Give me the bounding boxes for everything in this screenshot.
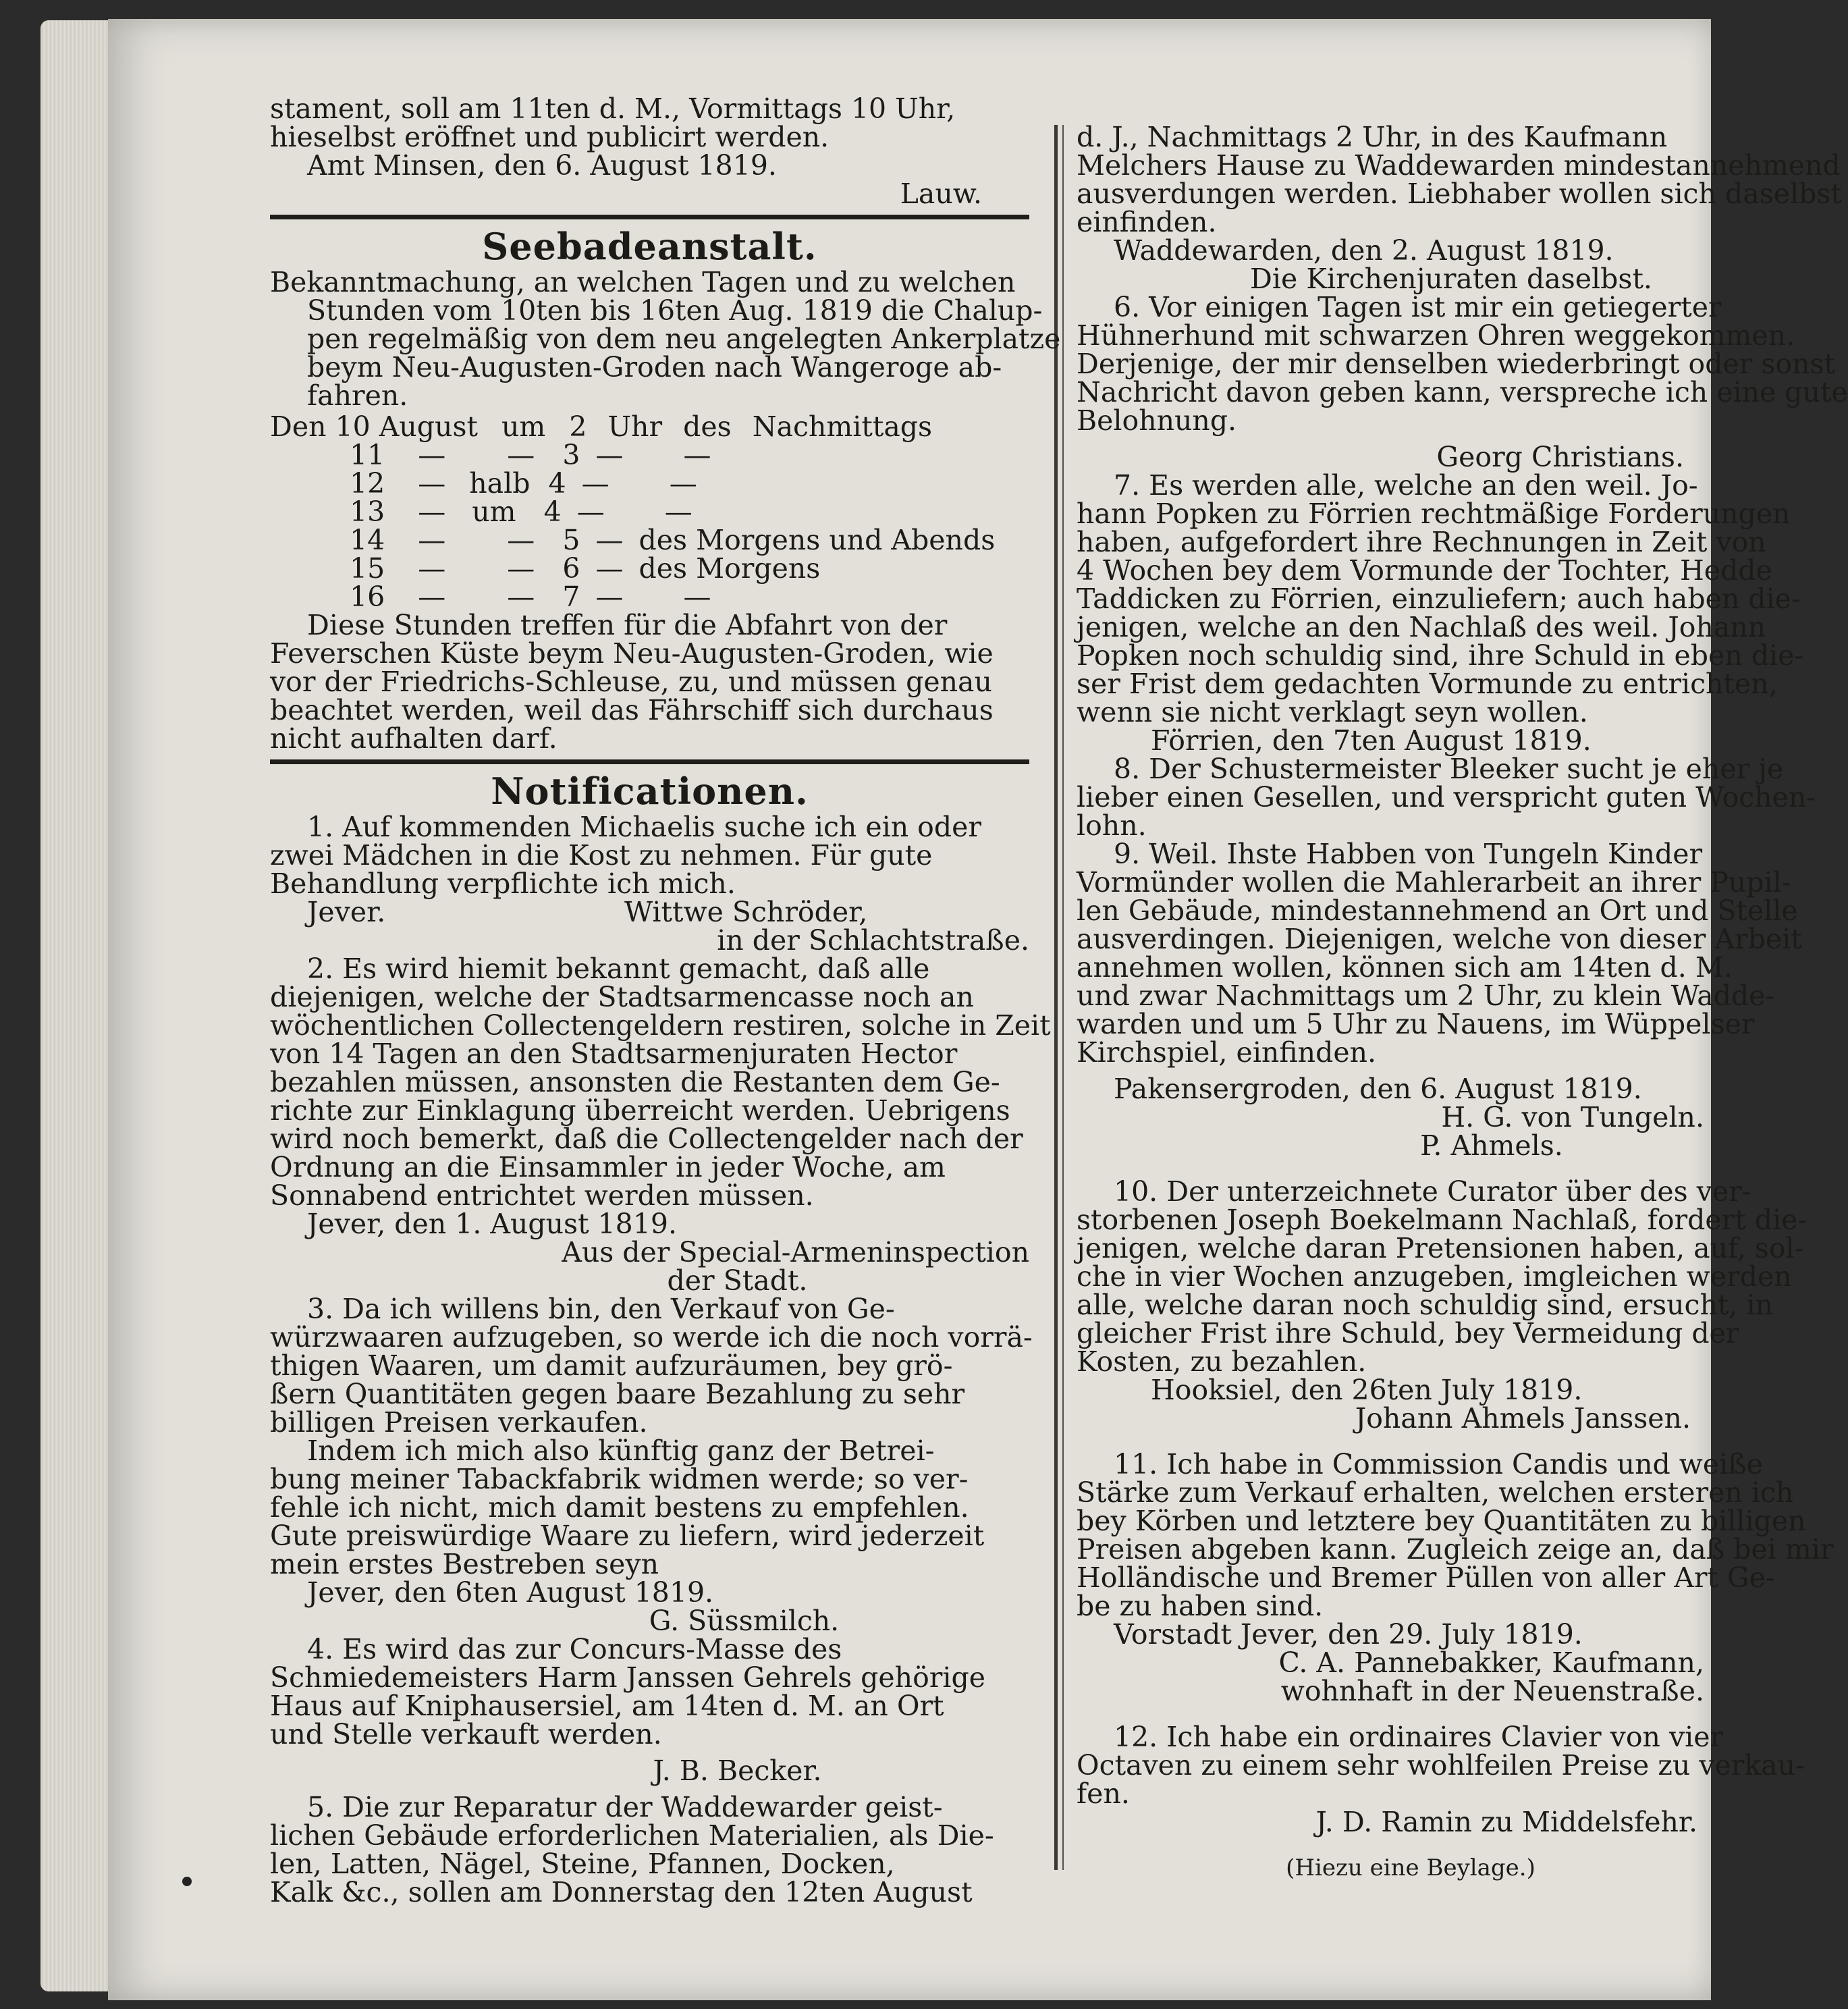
text-line: lieber einen Gesellen, und verspricht guten Wochen- [1077,781,1816,813]
text-line: pen regelmäßig von dem neu angelegten Ankerplatze [307,323,1061,355]
schedule-cell: 13 [350,495,385,528]
text-line: stament, soll am 11ten d. M., Vormittags 10 Uhr, [270,92,956,125]
notice-signature: Wittwe Schröder, [624,896,868,928]
schedule-cell: um [472,495,516,528]
schedule-cell: 2 [569,410,587,443]
amt-signature: Lauw. [900,178,982,210]
section-heading-seebad: Seebadeanstalt. [482,225,817,268]
text-line: Melchers Hause zu Waddewarden mindestannehmend [1077,149,1841,182]
text-line: von 14 Tagen an den Stadtsarmenjuraten Hector [270,1038,958,1070]
text-line: bey Körben und letztere bey Quantitäten zu billigen [1077,1505,1806,1537]
schedule-cell: — [507,439,535,471]
text-line: lichen Gebäude erforderlichen Materialien, als Die- [270,1819,994,1852]
schedule-row [270,495,1029,528]
text-line: mein erstes Bestreben seyn [270,1548,659,1580]
text-line: lohn. [1077,809,1147,842]
notice-signature: H. G. von Tungeln. [1441,1101,1704,1133]
text-line: fehle ich nicht, mich damit bestens zu empfehlen. [270,1491,969,1524]
schedule-cell: — [418,552,446,585]
notice-date: Jever, den 1. August 1819. [307,1208,677,1240]
text-line: 8. Der Schustermeister Bleeker sucht je eher je [1114,753,1784,785]
notice-signature: in der Schlachtstraße. [717,924,1029,957]
schedule-row [270,441,1029,469]
text-line: Belohnung. [1077,404,1237,437]
notice-signature: Georg Christians. [1436,441,1684,473]
schedule-cell: — [595,439,624,471]
text-line: zwei Mädchen in die Kost zu nehmen. Für gute [270,839,933,872]
text-line: bezahlen müssen, ansonsten die Restanten dem Ge- [270,1066,1000,1098]
schedule-cell: halb [469,467,531,500]
schedule-cell: — [683,439,711,471]
text-line: Popken noch schuldig sind, ihre Schuld in eben die- [1077,639,1804,672]
schedule-cell: des Morgens und Abends [638,524,996,556]
notice-date: Pakensergroden, den 6. August 1819. [1114,1073,1642,1105]
notice-date: Waddewarden, den 2. August 1819. [1114,234,1614,267]
notice-signature: der Stadt. [667,1264,808,1297]
text-line: vor der Friedrichs-Schleuse, zu, und müssen genau [270,666,992,698]
text-line: Hühnerhund mit schwarzen Ohren weggekommen. [1077,319,1795,352]
notice-sign-row [270,898,1029,926]
notice-signature: wohnhaft in der Neuenstraße. [1280,1675,1704,1707]
text-line: thigen Waaren, um damit aufzuräumen, bey grö- [270,1349,953,1382]
text-line: würzwaaren aufzugeben, so werde ich die noch vorrä- [270,1321,1033,1354]
text-line: Holländische und Bremer Püllen von aller Art Ge- [1077,1561,1775,1594]
text-line: Indem ich mich also künftig ganz der Betrei- [307,1435,935,1467]
text-line: diejenigen, welche der Stadtsarmencasse noch an [270,981,974,1013]
notice-signature: P. Ahmels. [1420,1129,1563,1162]
text-line: richte zur Einklagung überreicht werden. Uebrigens [270,1094,1010,1127]
text-line: 10. Der unterzeichnete Curator über des ver- [1114,1175,1751,1208]
notice-signature: G. Süssmilch. [649,1605,840,1637]
text-line: hann Popken zu Förrien rechtmäßige Forderungen [1077,498,1791,530]
notice-date: Vorstadt Jever, den 29. July 1819. [1114,1618,1583,1651]
schedule-row [270,412,1029,441]
schedule-cell: 6 [562,552,580,585]
text-line: und zwar Nachmittags um 2 Uhr, zu klein Wadde- [1077,980,1775,1012]
text-line: Preisen abgeben kann. Zugleich zeige an, daß bei mir [1077,1533,1834,1565]
schedule-cell: — [507,552,535,585]
text-line: be zu haben sind. [1077,1590,1324,1622]
text-line: Diese Stunden treffen für die Abfahrt von der [307,609,948,641]
schedule-cell: — [576,495,605,528]
left-column [270,92,1061,1908]
text-line: Feverschen Küste beym Neu-Augusten-Groden, wie [270,637,994,670]
text-line: 6. Vor einigen Tagen ist mir ein getiegerter [1114,291,1722,323]
notice-signature: J. D. Ramin zu Middelsfehr. [1315,1806,1697,1838]
schedule-cell: 12 [350,467,385,500]
text-line: Gute preiswürdige Waare zu liefern, wird jederzeit [270,1520,985,1552]
schedule-cell: — [418,581,446,613]
schedule-cell: — [595,524,624,556]
schedule-cell: — [595,581,624,613]
text-line: Taddicken zu Förrien, einzuliefern; auch haben die- [1077,583,1801,615]
schedule-cell: 5 [562,524,580,556]
text-line: und Stelle verkauft werden. [270,1718,662,1750]
schedule-cell: 16 [350,581,385,613]
section-heading-notificationen: Notificationen. [491,770,809,813]
schedule-cell: Den 10 August [270,410,478,443]
ink-spot [182,1877,192,1886]
text-line: 5. Die zur Reparatur der Waddewarder geist- [307,1791,943,1823]
text-line: Behandlung verpflichte ich mich. [270,867,736,900]
text-line: wenn sie nicht verklagt seyn wollen. [1077,696,1588,728]
text-line: warden und um 5 Uhr zu Nauens, im Wüppelser [1077,1008,1755,1040]
text-line: storbenen Joseph Boekelmann Nachlaß, fordert die- [1077,1204,1808,1236]
text-line: annehmen wollen, können sich am 14ten d. M. [1077,951,1733,984]
text-line: Kirchspiel, einfinden. [1077,1036,1377,1069]
column-divider [1054,125,1058,1870]
schedule-cell: — [418,439,446,471]
text-line: fen. [1077,1777,1130,1810]
notice-date: Förrien, den 7ten August 1819. [1151,724,1592,757]
text-line: Kalk &c., sollen am Donnerstag den 12ten August [270,1876,973,1908]
text-line: Octaven zu einem sehr wohlfeilen Preise zu verkau- [1077,1749,1805,1782]
schedule-row [270,554,1029,583]
text-line: beym Neu-Augusten-Groden nach Wangeroge ab- [307,351,1002,383]
schedule-row [270,469,1029,498]
notice-signature: J. B. Becker. [653,1754,822,1787]
text-line: ßern Quantitäten gegen baare Bezahlung zu sehr [270,1378,965,1410]
notice-signature: Aus der Special-Armeninspection [562,1236,1029,1268]
schedule-cell: 4 [548,467,566,500]
text-line: Schmiedemeisters Harm Janssen Gehrels gehörige [270,1661,985,1694]
page-edge [40,20,111,1991]
text-line: 2. Es wird hiemit bekannt gemacht, daß alle [307,953,930,985]
text-line: Sonnabend entrichtet werden müssen. [270,1179,814,1212]
text-line: alle, welche daran noch schuldig sind, ersucht, in [1077,1289,1773,1321]
schedule-cell: 11 [350,439,385,471]
text-line: einfinden. [1077,206,1217,238]
notice-signature: C. A. Pannebakker, Kaufmann, [1278,1646,1704,1679]
schedule-cell: — [595,552,624,585]
text-line: nicht aufhalten darf. [270,722,558,755]
notice-place: Jever. [307,896,386,928]
notice-signature: Die Kirchenjuraten daselbst. [1250,263,1652,295]
column-divider-inner [1062,125,1064,1870]
schedule-cell: 4 [543,495,562,528]
text-line: jenigen, welche an den Nachlaß des weil. Johann [1077,611,1766,643]
section-rule [270,215,1029,219]
text-line: 9. Weil. Ihste Habben von Tungeln Kinder [1114,838,1703,870]
schedule-cell: — [581,467,609,500]
text-line: wöchentlichen Collectengeldern restiren, solche in Zeit [270,1009,1051,1042]
text-line: ausverdungen werden. Liebhaber wollen sich daselbst [1077,178,1842,210]
schedule-cell: des Morgens [638,552,821,585]
text-line: Haus auf Kniphausersiel, am 14ten d. M. an Ort [270,1690,944,1722]
text-line: d. J., Nachmittags 2 Uhr, in des Kaufmann [1077,121,1668,153]
text-line: Bekanntmachung, an welchen Tagen und zu welchen [270,266,1016,298]
text-line: 7. Es werden alle, welche an den weil. Jo- [1114,469,1698,502]
text-line: len, Latten, Nägel, Steine, Pfannen, Docken, [270,1848,895,1880]
schedule-cell: 3 [562,439,580,471]
schedule-cell: — [507,524,535,556]
section-rule [270,759,1029,764]
schedule-cell: um [501,410,546,443]
text-line: che in vier Wochen anzugeben, imgleichen werden [1077,1260,1792,1293]
text-line: 3. Da ich willens bin, den Verkauf von Ge- [307,1293,895,1325]
text-line: ausverdingen. Diejenigen, welche von dieser Arbeit [1077,923,1802,955]
text-line: Stunden vom 10ten bis 16ten Aug. 1819 die Chalup- [307,294,1043,327]
text-line: gleicher Frist ihre Schuld, bey Vermeidung der [1077,1317,1739,1349]
schedule-cell: des [683,410,732,443]
schedule-cell: 14 [350,524,385,556]
schedule-cell: — [683,581,711,613]
text-line: len Gebäude, mindestannehmend an Ort und Stelle [1077,894,1798,927]
schedule-cell: — [669,467,697,500]
notice-date: Hooksiel, den 26ten July 1819. [1151,1374,1583,1406]
text-line: 4. Es wird das zur Concurs-Masse des [307,1633,842,1665]
schedule-cell: 15 [350,552,385,585]
text-line: 12. Ich habe ein ordinaires Clavier von vier [1114,1721,1724,1753]
text-line: Nachricht davon geben kann, verspreche ich eine gute [1077,376,1848,408]
notice-signature: Johann Ahmels Janssen. [1355,1402,1691,1435]
text-line: bung meiner Tabackfabrik widmen werde; so ver- [270,1463,969,1495]
right-column [1077,121,1848,1882]
schedule-cell: Nachmittags [752,410,933,443]
schedule-cell: Uhr [607,410,663,443]
text-line: Kosten, zu bezahlen. [1077,1345,1367,1378]
schedule-cell: — [418,467,446,500]
text-line: ser Frist dem gedachten Vormunde zu entrichten, [1077,668,1778,700]
notice-date: Jever, den 6ten August 1819. [307,1576,714,1609]
text-line: haben, aufgefordert ihre Rechnungen in Zeit von [1077,526,1766,558]
text-line: Ordnung an die Einsammler in jeder Woche, am [270,1151,946,1183]
schedule-row [270,526,1029,554]
text-line: fahren. [307,379,408,412]
schedule-cell: — [507,581,535,613]
text-line: hieselbst eröffnet und publicirt werden. [270,121,830,153]
ferry-schedule [270,412,1029,611]
supplement-note: (Hiezu eine Beylage.) [1286,1854,1536,1881]
amt-date: Amt Minsen, den 6. August 1819. [307,149,777,182]
text-line: 4 Wochen bey dem Vormunde der Tochter, Hedde [1077,554,1772,587]
text-line: Vormünder wollen die Mahlerarbeit an ihrer Pupil- [1077,866,1791,899]
schedule-cell: — [418,495,446,528]
text-line: 11. Ich habe in Commission Candis und weiße [1114,1448,1763,1480]
text-line: Derjenige, der mir denselben wiederbringt oder sonst [1077,348,1836,380]
schedule-cell: 7 [562,581,580,613]
schedule-cell: — [418,524,446,556]
text-line: jenigen, welche daran Pretensionen haben, auf, sol- [1077,1232,1804,1264]
schedule-cell: — [664,495,692,528]
text-line: billigen Preisen verkaufen. [270,1406,648,1439]
text-line: 1. Auf kommenden Michaelis suche ich ein oder [307,811,981,843]
text-line: Stärke zum Verkauf erhalten, welchen ersteren ich [1077,1476,1794,1509]
text-line: beachtet werden, weil das Fährschiff sich durchaus [270,694,994,726]
amt-dateline [270,151,1029,180]
schedule-row [270,583,1029,611]
text-line: wird noch bemerkt, daß die Collectengelder nach der [270,1123,1023,1155]
